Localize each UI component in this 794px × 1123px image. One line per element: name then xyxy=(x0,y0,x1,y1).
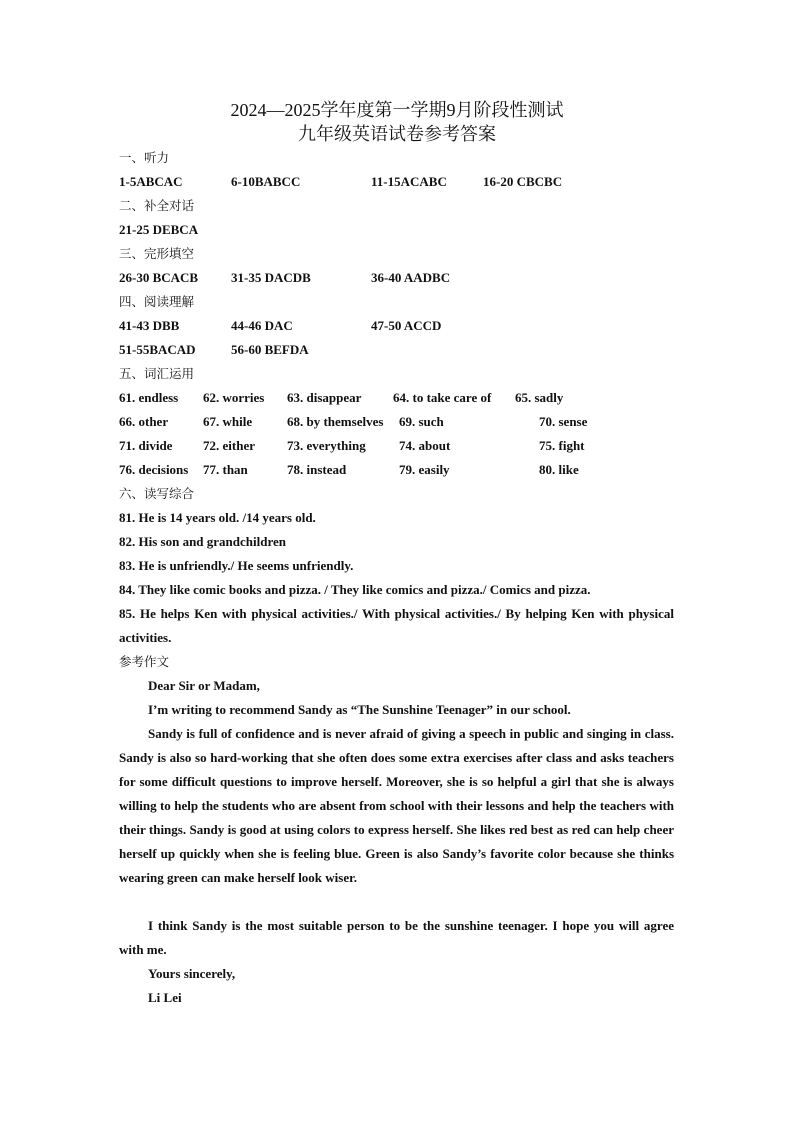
answer-cell: 77. than xyxy=(203,462,248,477)
answer-line: 81. He is 14 years old. /14 years old. xyxy=(119,510,316,525)
answer-line: 84. They like comic books and pizza. / They like comics and pizza./ Comics and pizza. xyxy=(119,582,591,597)
essay-signature: Li Lei xyxy=(148,990,182,1005)
page-subtitle: 九年级英语试卷参考答案 xyxy=(298,124,496,144)
answer-cell: 67. while xyxy=(203,414,253,429)
answer-cell: 26-30 BCACB xyxy=(119,270,199,285)
essay-heading: 参考作文 xyxy=(119,654,170,669)
section-heading-dialogue: 二、补全对话 xyxy=(119,198,195,213)
answer-cell: 68. by themselves xyxy=(287,414,384,429)
answer-cell: 44-46 DAC xyxy=(231,318,293,333)
answer-cell: 1-5ABCAC xyxy=(119,174,183,189)
answer-cell: 47-50 ACCD xyxy=(371,318,442,333)
essay-closing: Yours sincerely, xyxy=(148,966,236,981)
answer-cell: 61. endless xyxy=(119,390,179,405)
answer-cell: 66. other xyxy=(119,414,169,429)
answer-cell: 76. decisions xyxy=(119,462,189,477)
answer-cell: 72. either xyxy=(203,438,255,453)
answer-cell: 62. worries xyxy=(203,390,265,405)
answer-cell: 31-35 DACDB xyxy=(231,270,311,285)
page-title: 2024—2025学年度第一学期9月阶段性测试 xyxy=(230,100,564,120)
section-heading-listening: 一、听力 xyxy=(119,150,170,165)
answer-cell: 71. divide xyxy=(119,438,173,453)
essay-paragraph: I think Sandy is the most suitable person to be the sunshine teenager. I hope you will agree with me. xyxy=(119,918,674,957)
answer-cell: 36-40 AADBC xyxy=(371,270,451,285)
answer-cell: 69. such xyxy=(399,414,444,429)
answer-cell: 64. to take care of xyxy=(393,390,492,405)
answer-cell: 70. sense xyxy=(539,414,588,429)
answer-cell: 11-15ACABC xyxy=(371,174,447,189)
answer-cell: 16-20 CBCBC xyxy=(483,174,563,189)
answer-cell: 73. everything xyxy=(287,438,366,453)
answer-cell: 80. like xyxy=(539,462,579,477)
section-heading-cloze: 三、完形填空 xyxy=(119,246,195,261)
essay-paragraph: Sandy is full of confidence and is never afraid of giving a speech in public and singing in class. Sandy is also so hard-working that she often does some extra exercises after class and asks teachers for some difficult questions to improve herself. Moreover, she is so helpful a girl that she is always willing to help the students who are absent from school with their lessons and help the teachers with their things. Sandy is good at using colors to express herself. She likes red best as red can help cheer herself up quickly when she is feeling blue. Green is also Sandy’s favorite color because she thinks wearing green can make herself look wiser. xyxy=(119,726,674,885)
answer-cell: 56-60 BEFDA xyxy=(231,342,309,357)
essay-salutation: Dear Sir or Madam, xyxy=(148,678,260,693)
section-heading-reading: 四、阅读理解 xyxy=(119,294,195,309)
answer-cell: 21-25 DEBCA xyxy=(119,222,199,237)
section-heading-readwrite: 六、读写综合 xyxy=(119,486,195,501)
answer-cell: 75. fight xyxy=(539,438,585,453)
answer-cell: 6-10BABCC xyxy=(231,174,301,189)
answer-cell: 41-43 DBB xyxy=(119,318,180,333)
answer-cell: 74. about xyxy=(399,438,451,453)
answer-line: 85. He helps Ken with physical activities./ With physical activities./ By helping Ken with physical activities. xyxy=(119,606,674,645)
answer-line: 83. He is unfriendly./ He seems unfriendly. xyxy=(119,558,354,573)
answer-line: 82. His son and grandchildren xyxy=(119,534,287,549)
section-heading-vocab: 五、词汇运用 xyxy=(119,366,195,381)
answer-cell: 63. disappear xyxy=(287,390,362,405)
answer-cell: 51-55BACAD xyxy=(119,342,196,357)
answer-cell: 65. sadly xyxy=(515,390,564,405)
answer-cell: 79. easily xyxy=(399,462,450,477)
answer-cell: 78. instead xyxy=(287,462,347,477)
essay-paragraph: I’m writing to recommend Sandy as “The Sunshine Teenager” in our school. xyxy=(148,702,571,717)
